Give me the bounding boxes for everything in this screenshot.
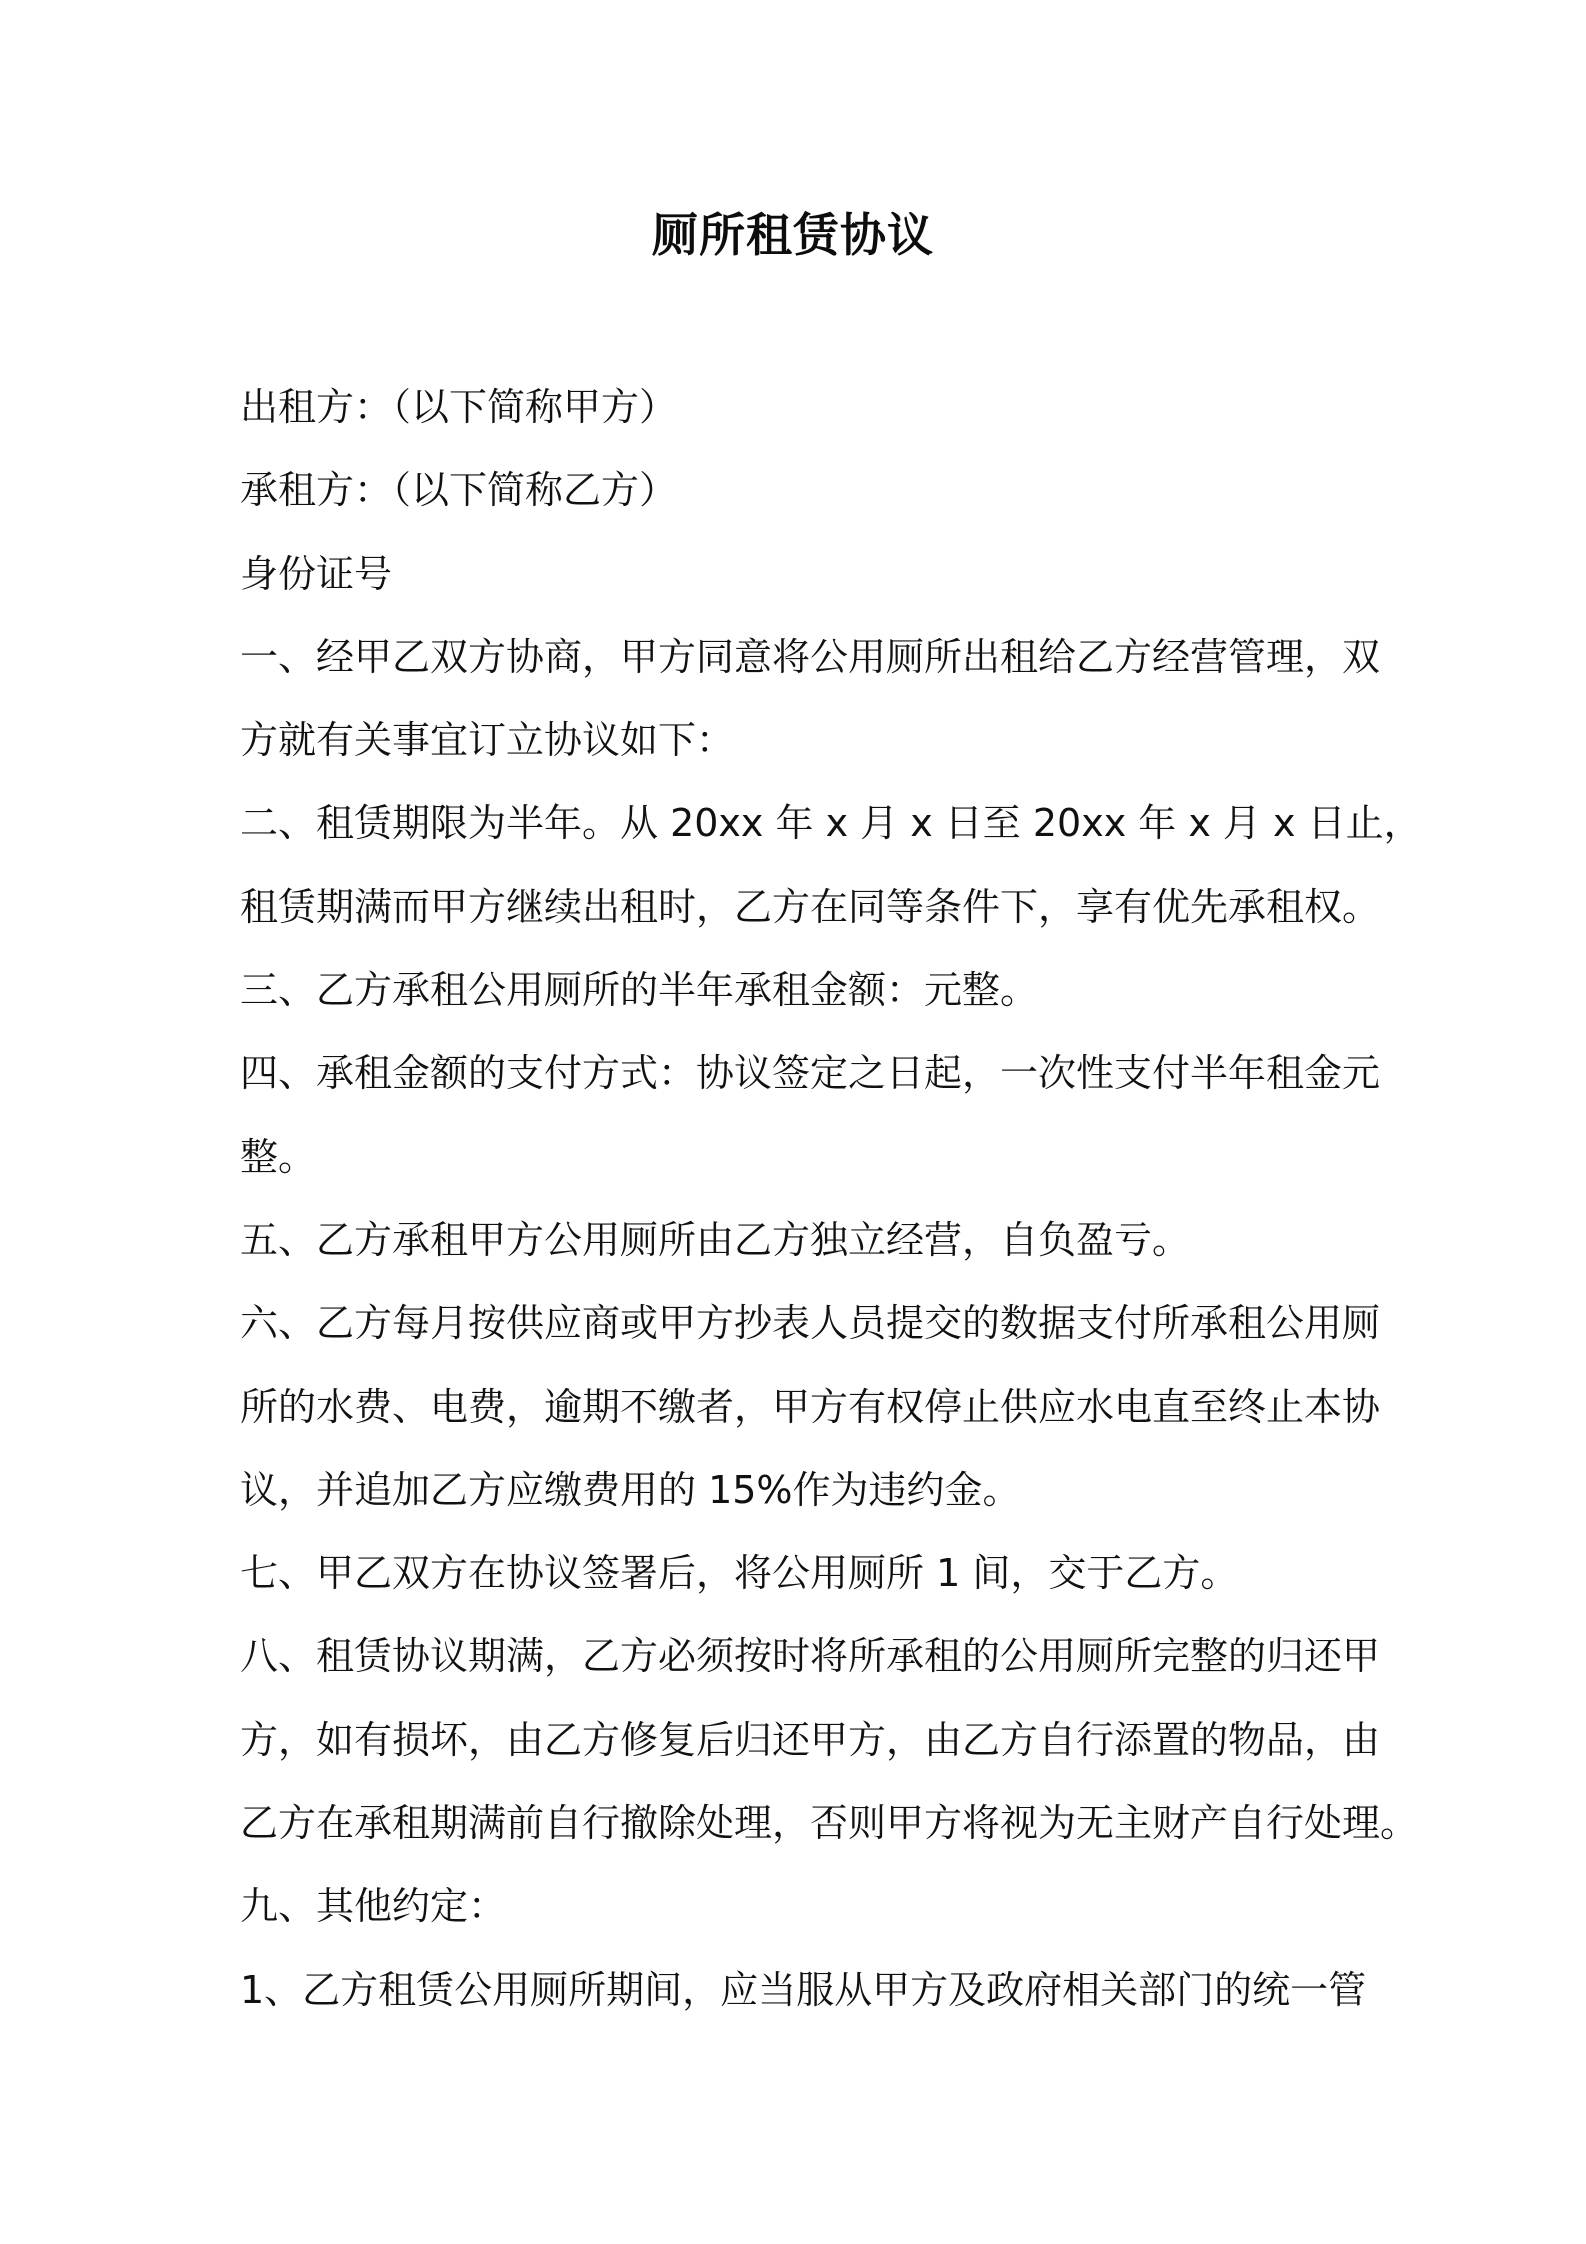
clause-9-line-1: 九、其他约定： bbox=[240, 1884, 507, 1929]
document-body bbox=[240, 366, 1422, 2032]
clause-1-line-1: 一、经甲乙双方协商，甲方同意将公用厕所出租给乙方经营管理，双 bbox=[240, 634, 1381, 679]
clause-9-item-1-line-1: 1、乙方租赁公用厕所期间，应当服从甲方及政府相关部门的统一管 bbox=[240, 1967, 1367, 2012]
lessee-line: 承租方：（以下简称乙方） bbox=[240, 468, 678, 513]
clause-7-line-1: 七、甲乙双方在协议签署后，将公用厕所 1 间，交于乙方。 bbox=[240, 1551, 1239, 1596]
clause-1-line-2: 方就有关事宜订立协议如下： bbox=[240, 718, 735, 763]
clause-5-line-1: 五、乙方承租甲方公用厕所由乙方独立经营，自负盈亏。 bbox=[240, 1217, 1191, 1262]
clause-4-line-1: 四、承租金额的支付方式：协议签定之日起，一次性支付半年租金元 bbox=[240, 1051, 1381, 1096]
clause-2-line-1: 二、租赁期限为半年。从 20xx 年 x 月 x 日至 20xx 年 x 月 x 日止， bbox=[240, 801, 1422, 846]
clause-4-line-2: 整。 bbox=[240, 1134, 317, 1179]
document-title: 厕所租赁协议 bbox=[652, 208, 934, 262]
clause-2-line-2: 租赁期满而甲方继续出租时，乙方在同等条件下，享有优先承租权。 bbox=[240, 884, 1381, 929]
clause-8-line-1: 八、租赁协议期满，乙方必须按时将所承租的公用厕所完整的归还甲 bbox=[240, 1634, 1381, 1679]
clause-8-line-2: 方，如有损坏，由乙方修复后归还甲方，由乙方自行添置的物品，由 bbox=[240, 1717, 1381, 1762]
clause-3-line-1: 三、乙方承租公用厕所的半年承租金额：元整。 bbox=[240, 968, 1039, 1013]
lessor-line: 出租方：（以下简称甲方） bbox=[240, 385, 678, 429]
clause-6-line-3: 议，并追加乙方应缴费用的 15%作为违约金。 bbox=[240, 1467, 1021, 1512]
clause-6-line-1: 六、乙方每月按供应商或甲方抄表人员提交的数据支付所承租公用厕 bbox=[240, 1301, 1381, 1346]
clause-8-line-3: 乙方在承租期满前自行撤除处理，否则甲方将视为无主财产自行处理。 bbox=[240, 1801, 1419, 1846]
clause-6-line-2: 所的水费、电费，逾期不缴者，甲方有权停止供应水电直至终止本协 bbox=[240, 1384, 1381, 1429]
id-number-line: 身份证号 bbox=[240, 551, 393, 596]
